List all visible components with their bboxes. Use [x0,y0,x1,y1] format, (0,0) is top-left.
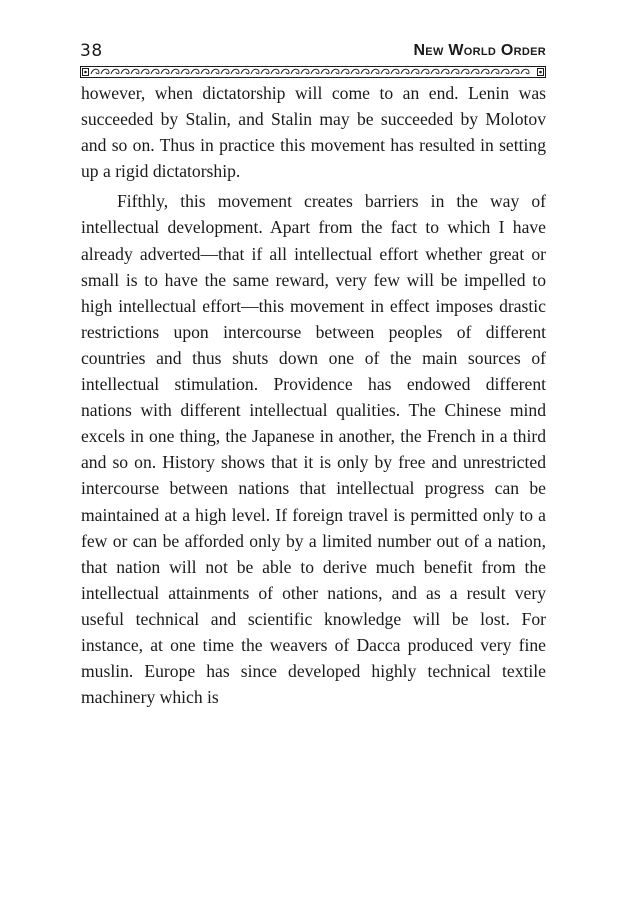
wave-ornament [91,69,529,74]
page-number: 38 [80,41,103,61]
book-title: New World Order [413,42,546,59]
paragraph-continued: however, when dictatorship will come to an end. Lenin was succeeded by Stalin, and Stalin may be succeeded by Molotov and so on. Thus in practice this movement has resulted in setting up a rigid dictatorship. [81,83,546,182]
ornamental-rule [80,66,546,78]
body-text [81,80,546,710]
paragraph-fifthly: Fifthly, this movement creates barriers in the way of intellectual development. Apart from the fact to which I have already adverted—that if all intellectual effort whether great or small is to have the same reward, very few will be impelled to high intellectual effort—this movement in effect imposes drastic restrictions upon intercourse between peoples of different countries and thus shuts down one of the main sources of intellectual stimulation. Providence has endowed different nations with different intellectual qualities. The Chinese mind excels in one thing, the Japanese in another, the French in a third and so on. History shows that it is only by free and unrestricted intercourse between nations that intellectual progress can be maintained at a high level. If foreign travel is permitted only to a few or can be afforded only by a limited number out of a nation, that nation will not be able to derive much benefit from the intellectual attainments of other nations, and as a result very useful technical and scientific knowledge will be lost. For instance, at one time the weavers of Dacca produced very fine muslin. Europe has since developed highly technical textile machinery which is [81,191,546,708]
running-head [80,40,546,64]
